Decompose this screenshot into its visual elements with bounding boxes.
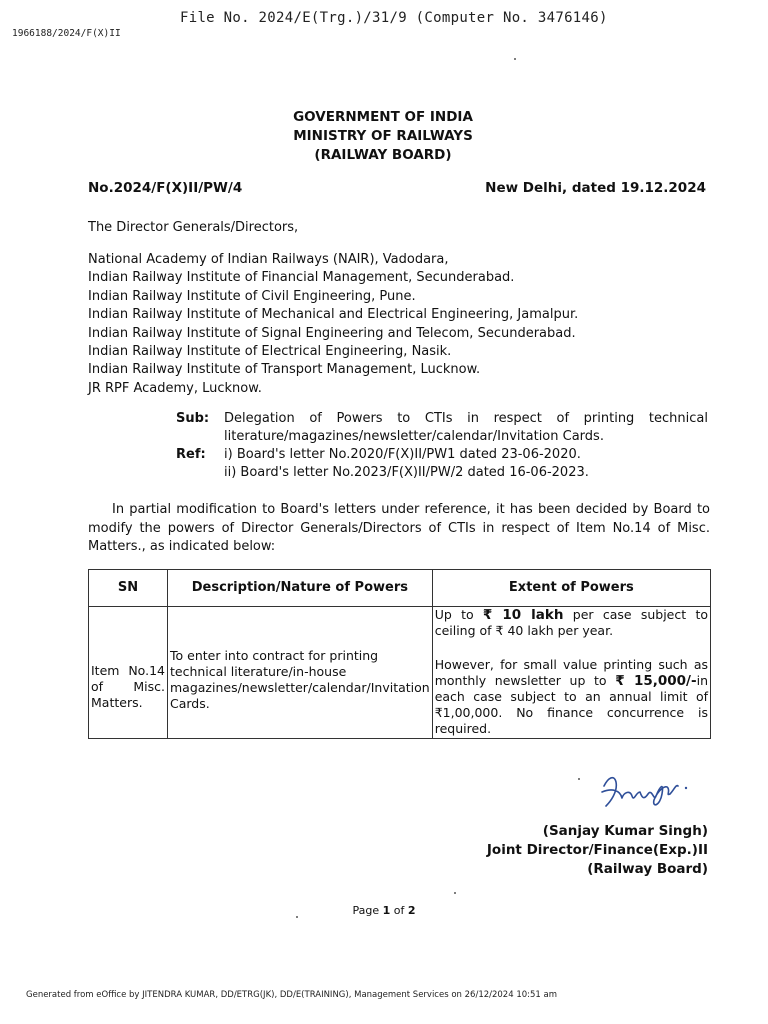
amount-ten-lakh: ₹ 10 lakh <box>482 607 564 623</box>
eoffice-footer: Generated from eOffice by JITENDRA KUMAR, DD/ETRG(JK), DD/E(TRAINING), Management Services on 26/12/2024 10:51 am <box>26 990 558 1000</box>
scan-speck <box>514 58 516 60</box>
subject-reference-block <box>176 410 708 482</box>
addressee-item: Indian Railway Institute of Signal Engineering and Telecom, Secunderabad. <box>88 325 576 341</box>
subject-line-2: literature/magazines/newsletter/calendar/Invitation Cards. <box>224 429 604 444</box>
signatory-name: (Sanjay Kumar Singh) <box>542 823 708 839</box>
letterhead-ministry: MINISTRY OF RAILWAYS <box>293 128 473 144</box>
signatory-designation: Joint Director/Finance(Exp.)II <box>486 842 708 858</box>
scan-speck <box>454 892 456 894</box>
table-row <box>89 607 711 739</box>
reference-line-1: i) Board's letter No.2020/F(X)II/PW1 dated 23-06-2020. <box>224 447 581 462</box>
letterhead-government: GOVERNMENT OF INDIA <box>293 109 473 125</box>
amount-fifteen-thousand: ₹ 15,000/- <box>615 673 697 689</box>
header-sn: SN <box>89 570 168 607</box>
cell-description: To enter into contract for printing technical literature/in-house magazines/newsletter/calendar/Invitation Cards. <box>168 607 433 739</box>
signatory-block <box>487 822 708 879</box>
letter-date: New Delhi, dated 19.12.2024 <box>485 180 706 196</box>
subject-row <box>176 410 708 446</box>
file-number-header: File No. 2024/E(Trg.)/31/9 (Computer No. 3476146) <box>180 10 608 26</box>
body-paragraph: In partial modification to Board's letters under reference, it has been decided by Board to modify the powers of Director Generals/Directors of CTIs in respect of Item No.14 of Misc. Matters., as indicated below: <box>88 502 710 554</box>
reference-label: Ref: <box>176 447 206 462</box>
addressee-list <box>88 251 578 398</box>
handwritten-signature <box>596 762 696 822</box>
addressee-item: Indian Railway Institute of Civil Engineering, Pune. <box>88 288 416 304</box>
page-number: Page 1 of 2 <box>352 904 416 917</box>
cell-extent <box>432 607 710 739</box>
header-description: Description/Nature of Powers <box>168 570 433 607</box>
signatory-office: (Railway Board) <box>587 861 708 877</box>
reference-line-2: ii) Board's letter No.2023/F(X)II/PW/2 dated 16-06-2023. <box>224 465 589 480</box>
addressee-item: Indian Railway Institute of Electrical Engineering, Nasik. <box>88 344 452 360</box>
letterhead-board: (RAILWAY BOARD) <box>314 147 452 163</box>
extent-paragraph-1: Up to ₹ 10 lakh per case subject to ceiling of ₹ 40 lakh per year. <box>434 607 708 638</box>
document-id: 1966188/2024/F(X)II <box>12 28 121 39</box>
table-header-row <box>89 570 711 607</box>
cell-sn: Item No.14 of Misc. Matters. <box>89 607 168 739</box>
subject-line-1: Delegation of Powers to CTIs in respect of printing technical <box>224 411 708 426</box>
header-extent: Extent of Powers <box>432 570 710 607</box>
subject-label: Sub: <box>176 411 210 426</box>
addressee-item: Indian Railway Institute of Transport Management, Lucknow. <box>88 362 481 378</box>
reference-row <box>176 446 708 482</box>
extent-paragraph-2: However, for small value printing such as monthly newsletter up to ₹ 15,000/-in each case subject to an annual limit of ₹1,00,000. No finance concurrence is required. <box>434 657 708 736</box>
addressee-item: National Academy of Indian Railways (NAIR), Vadodara, <box>88 252 449 267</box>
addressee-item: JR RPF Academy, Lucknow. <box>88 380 262 396</box>
scan-speck <box>578 778 580 780</box>
addressee-item: Indian Railway Institute of Mechanical and Electrical Engineering, Jamalpur. <box>88 307 579 323</box>
powers-table <box>88 569 711 739</box>
addressee-heading: The Director Generals/Directors, <box>88 220 299 235</box>
addressee-item: Indian Railway Institute of Financial Management, Secunderabad. <box>88 270 515 286</box>
letter-number: No.2024/F(X)II/PW/4 <box>88 180 243 196</box>
scan-speck <box>296 916 298 918</box>
letterhead <box>0 108 768 165</box>
